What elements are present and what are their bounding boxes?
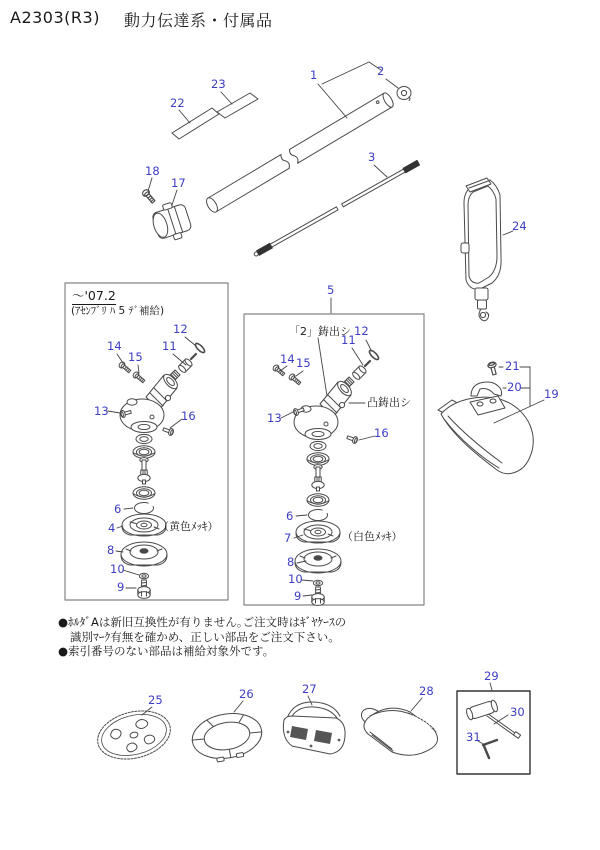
callout-7: 7	[284, 531, 292, 545]
callout-14-right: 14	[280, 352, 295, 366]
footnote-line-1: ●ﾎﾙﾀﾞAは新旧互換性が有りません｡ご注文時はｷﾞﾔｹｰｽの	[58, 615, 347, 629]
left-box-subtitle: (ｱｾﾝﾌﾞﾘ ﾊ 5 ﾃﾞ補給)	[71, 305, 165, 317]
callout-28: 28	[419, 684, 434, 698]
drawing-name: 動力伝達系・付属品	[123, 11, 273, 30]
callout-9-left: 9	[117, 580, 125, 594]
callout-29: 29	[484, 669, 499, 683]
safety-goggles	[283, 702, 345, 754]
drawing-code: A2303(R3)	[10, 8, 100, 27]
callout-23: 23	[211, 77, 226, 91]
callout-14-left: 14	[107, 339, 122, 353]
callout-27: 27	[302, 682, 317, 696]
callout-11-right: 11	[341, 333, 356, 347]
pipe-cap	[397, 87, 411, 101]
callout-26: 26	[239, 687, 254, 701]
callout-3: 3	[368, 150, 376, 164]
callout-10-left: 10	[110, 562, 125, 576]
callout-8-left: 8	[107, 543, 115, 557]
callout-5: 5	[327, 283, 335, 297]
boss-cast-label: 凸鋳出シ	[367, 396, 411, 409]
callout-16-left: 16	[181, 409, 196, 423]
callout-11-left: 11	[162, 339, 177, 353]
callout-17: 17	[171, 176, 186, 190]
saw-blade	[93, 704, 176, 767]
callout-21: 21	[505, 359, 520, 373]
callout-25: 25	[148, 693, 163, 707]
cast-mark-2-label: 「2」鋳出シ	[289, 325, 351, 338]
page-title	[10, 8, 272, 31]
guard-bracket	[471, 382, 502, 396]
debris-guard	[438, 396, 533, 474]
yellow-plating-note: （黄色ﾒｯｷ）	[158, 520, 219, 533]
decal-labels	[172, 93, 258, 139]
callout-6-left: 6	[114, 502, 122, 516]
clamp-bolt	[141, 188, 156, 204]
footnote-line-3: ●索引番号のない部品は補給対象外です。	[58, 644, 275, 658]
callout-18: 18	[145, 164, 160, 178]
callout-20: 20	[507, 380, 522, 394]
callout-6-right: 6	[286, 509, 294, 523]
hanger-clamp	[149, 199, 194, 245]
tool-pouch	[359, 705, 438, 755]
gearcase-old	[118, 339, 206, 598]
callout-12-left: 12	[173, 322, 188, 336]
callout-15-right: 15	[296, 356, 311, 370]
callout-16-right: 16	[374, 426, 389, 440]
guard-bolt	[487, 361, 498, 375]
callout-1: 1	[310, 68, 318, 82]
callout-8-right: 8	[287, 555, 295, 569]
guard-ring	[189, 708, 266, 765]
callout-13-right: 13	[267, 411, 282, 425]
shoulder-harness	[461, 178, 501, 321]
callout-12-right: 12	[354, 324, 369, 338]
footnote-line-2: 識別ﾏｰｸ有無を確かめ、正しい部品をご注文下さい。	[70, 629, 340, 644]
callout-10-right: 10	[288, 572, 303, 586]
callout-31: 31	[466, 730, 481, 744]
callout-30: 30	[510, 705, 525, 719]
callout-24: 24	[512, 219, 527, 233]
callout-13-left: 13	[94, 404, 109, 418]
callout-19: 19	[544, 387, 559, 401]
footnotes	[58, 615, 346, 659]
left-box-title: ～'07.2	[72, 288, 116, 303]
callout-15-left: 15	[128, 350, 143, 364]
hex-wrench	[483, 740, 497, 758]
white-plating-note: （白色ﾒｯｷ）	[342, 530, 403, 543]
callout-22: 22	[170, 96, 185, 110]
callout-2: 2	[377, 64, 385, 78]
callout-9-right: 9	[294, 589, 302, 603]
callout-4: 4	[108, 521, 116, 535]
